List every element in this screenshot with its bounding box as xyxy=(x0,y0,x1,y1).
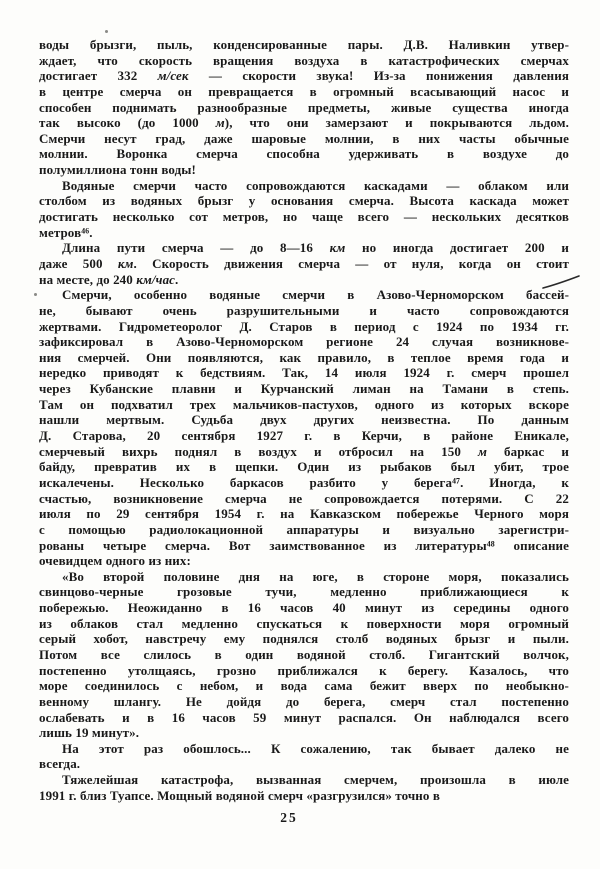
text-line: смерчевый вихрь поднял в воздух и отбросил на 150 м баркас и xyxy=(39,443,569,459)
text-line: ослабевать и в 16 часов 59 минут распался. Он наблюдался всего xyxy=(39,709,569,725)
text-line: лишь 19 минут». xyxy=(39,725,140,741)
paragraph xyxy=(39,240,569,287)
paragraph xyxy=(39,772,569,803)
text-line: Смерчи несут град, даже шаровые молнии, в них часты обычные xyxy=(39,130,569,146)
text-line: серый хобот, навстречу ему поднялся столб водяных брызг и пыли. xyxy=(39,631,569,647)
text-line: побережью. Неожиданно в 16 часов 40 минут из середины одного xyxy=(39,600,569,616)
text-line: На этот раз обошлось... К сожалению, так бывает далеко не xyxy=(62,740,569,756)
text-line: столбом из водяных брызг у основания смерча. Высота каскада может xyxy=(39,193,569,209)
text-line: достигает 332 м/сек — скорости звука! Из-за понижения давления xyxy=(39,68,569,84)
paragraph xyxy=(39,178,569,241)
text-line: венному шлангу. Не дойдя до берега, смерч стал постепенно xyxy=(39,693,569,709)
text-line: очевидцем одного из них: xyxy=(39,553,191,569)
text-line: способен поднимать разнообразные предметы, живые существа иногда xyxy=(39,99,569,115)
text-line: Смерчи, особенно водяные смерчи в Азово-Черноморском бассей- xyxy=(62,287,569,303)
ink-speck xyxy=(34,293,37,296)
text-line: «Во второй половине дня на юге, в стороне моря, показались xyxy=(62,568,569,584)
text-line: счастью, возникновение смерча не сопровождается потерями. С 22 xyxy=(39,490,569,506)
text-line: молнии. Воронка смерча способна удерживать в воздухе до xyxy=(39,146,569,162)
text-line: так высоко (до 1000 м), что они замерзают и покрываются льдом. xyxy=(39,115,569,131)
text-line: ждает, что скорость вращения воздуха в катастрофических смерчах xyxy=(39,52,569,68)
text-line: зафиксировал в Азово-Черноморском регионе 24 случая возникнове- xyxy=(39,334,569,350)
document-body xyxy=(39,37,569,803)
text-line: Длина пути смерча — до 8—16 км но иногда достигает 200 и xyxy=(62,240,569,256)
text-line: искалечены. Несколько баркасов разбито у берега⁴⁷. Иногда, к xyxy=(39,474,569,490)
paragraph xyxy=(39,287,569,569)
text-line: Д. Старова, 20 сентября 1927 г. в Керчи, в районе Еникале, xyxy=(39,428,569,444)
text-line: июля по 29 сентября 1954 г. на Кавказском побережье Черного моря xyxy=(39,506,569,522)
text-line: море соединилось с небом, и вода сама бежит вверх по необыкно- xyxy=(39,678,569,694)
text-line: Там он подхватил трех мальчиков-пастухов, одного из которых вскоре xyxy=(39,396,569,412)
text-line: из облаков стал медленно спускаться к поверхности моря огромный xyxy=(39,615,569,631)
text-line: Потом все слилось в один водяной столб. Гигантский волчок, xyxy=(39,646,569,662)
text-line: метров⁴⁶. xyxy=(39,224,93,240)
paragraph xyxy=(39,37,569,178)
text-line: через Кубанские плавни и Курчанский лиман на Тамани в степь. xyxy=(39,381,569,397)
text-line: нашли мертвым. Судьба двух других неизвестна. По данным xyxy=(39,412,569,428)
text-line: постепенно утолщаясь, грозно приближался к берегу. Казалось, что xyxy=(39,662,569,678)
text-line: свинцово-черные грозовые тучи, медленно приближающиеся к xyxy=(39,584,569,600)
text-line: нередко приводят к бедствиям. Так, 14 июля 1924 г. смерч прошел xyxy=(39,365,569,381)
text-line: полумиллиона тонн воды! xyxy=(39,162,196,178)
pen-mark xyxy=(540,272,585,292)
text-line: воды брызги, пыль, конденсированные пары. Д.В. Наливкин утвер- xyxy=(39,37,569,52)
paragraph xyxy=(39,569,569,741)
text-line: Водяные смерчи часто сопровождаются каскадами — облаком или xyxy=(62,177,569,193)
text-line: жертвами. Гидрометеоролог Д. Старов в период с 1924 по 1934 гг. xyxy=(39,318,569,334)
text-line: байду, превратив их в щепки. Один из рыбаков был убит, трое xyxy=(39,459,569,475)
text-line: ния смерчей. Они появляются, как правило, в теплое время года и xyxy=(39,349,569,365)
paragraph xyxy=(39,741,569,772)
text-line: даже 500 км. Скорость движения смерча — от нуля, когда он стоит xyxy=(39,255,569,271)
text-line: всегда. xyxy=(39,756,81,772)
text-line: Тяжелейшая катастрофа, вызванная смерчем, произошла в июле xyxy=(62,772,569,788)
text-line: достигать несколько сот метров, но чаще всего — нескольких десятков xyxy=(39,209,569,225)
text-line: рованы четыре смерча. Вот заимствованное из литературы⁴⁸ описание xyxy=(39,537,569,553)
text-line: в центре смерча он превращается в огромный всасывающий насос и xyxy=(39,83,569,99)
text-line: не, бывают очень разрушительными и часто сопровождаются xyxy=(39,302,569,318)
ink-speck xyxy=(105,30,108,33)
text-line: с помощью радиолокационной аппаратуры и визуально зарегистри- xyxy=(39,521,569,537)
text-line: на месте, до 240 км/час. xyxy=(39,271,179,287)
page-number: 25 xyxy=(280,810,298,825)
text-line: 1991 г. близ Туапсе. Мощный водяной смерч «разгрузился» точно в xyxy=(39,787,440,803)
